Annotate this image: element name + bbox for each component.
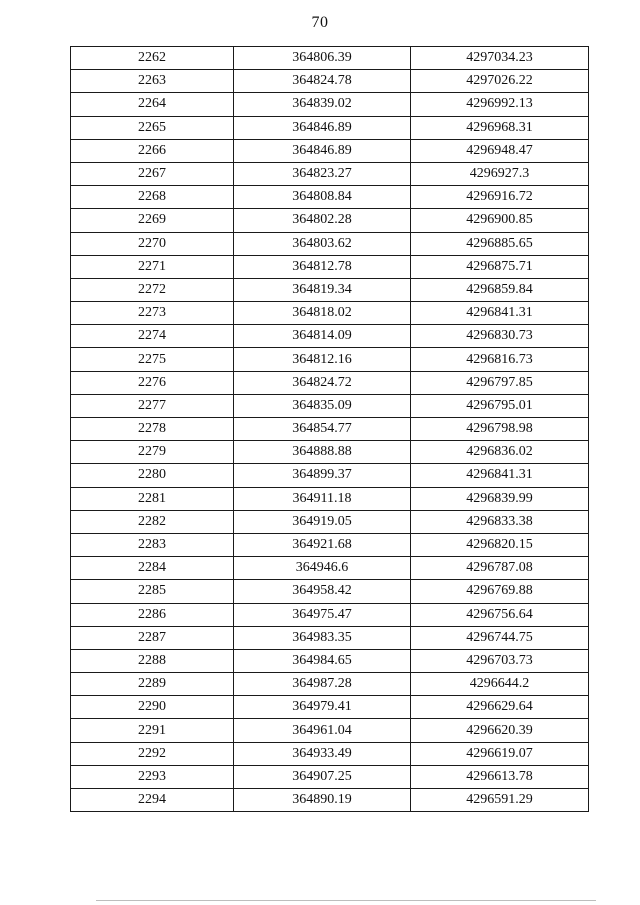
table-row bbox=[71, 789, 589, 812]
x-coordinate-cell: 364899.37 bbox=[234, 464, 411, 487]
x-coordinate-cell: 364814.09 bbox=[234, 325, 411, 348]
table-row bbox=[71, 580, 589, 603]
point-number-cell: 2267 bbox=[71, 162, 234, 185]
table-row bbox=[71, 325, 589, 348]
table-row bbox=[71, 673, 589, 696]
point-number-cell: 2271 bbox=[71, 255, 234, 278]
point-number-cell: 2275 bbox=[71, 348, 234, 371]
point-number-cell: 2288 bbox=[71, 649, 234, 672]
y-coordinate-cell: 4296629.64 bbox=[411, 696, 589, 719]
y-coordinate-cell: 4296968.31 bbox=[411, 116, 589, 139]
table-row bbox=[71, 719, 589, 742]
table-row bbox=[71, 371, 589, 394]
y-coordinate-cell: 4296992.13 bbox=[411, 93, 589, 116]
table-row bbox=[71, 348, 589, 371]
y-coordinate-cell: 4296798.98 bbox=[411, 418, 589, 441]
y-coordinate-cell: 4296830.73 bbox=[411, 325, 589, 348]
point-number-cell: 2273 bbox=[71, 302, 234, 325]
table-row bbox=[71, 139, 589, 162]
x-coordinate-cell: 364839.02 bbox=[234, 93, 411, 116]
table-row bbox=[71, 232, 589, 255]
y-coordinate-cell: 4296795.01 bbox=[411, 394, 589, 417]
table-row bbox=[71, 302, 589, 325]
x-coordinate-cell: 364888.88 bbox=[234, 441, 411, 464]
point-number-cell: 2266 bbox=[71, 139, 234, 162]
x-coordinate-cell: 364984.65 bbox=[234, 649, 411, 672]
x-coordinate-cell: 364812.78 bbox=[234, 255, 411, 278]
point-number-cell: 2270 bbox=[71, 232, 234, 255]
point-number-cell: 2276 bbox=[71, 371, 234, 394]
point-number-cell: 2278 bbox=[71, 418, 234, 441]
x-coordinate-cell: 364806.39 bbox=[234, 47, 411, 70]
x-coordinate-cell: 364919.05 bbox=[234, 510, 411, 533]
y-coordinate-cell: 4296820.15 bbox=[411, 533, 589, 556]
y-coordinate-cell: 4296613.78 bbox=[411, 765, 589, 788]
y-coordinate-cell: 4296875.71 bbox=[411, 255, 589, 278]
x-coordinate-cell: 364987.28 bbox=[234, 673, 411, 696]
point-number-cell: 2286 bbox=[71, 603, 234, 626]
x-coordinate-cell: 364808.84 bbox=[234, 186, 411, 209]
table-row bbox=[71, 510, 589, 533]
point-number-cell: 2292 bbox=[71, 742, 234, 765]
point-number-cell: 2291 bbox=[71, 719, 234, 742]
x-coordinate-cell: 364933.49 bbox=[234, 742, 411, 765]
x-coordinate-cell: 364907.25 bbox=[234, 765, 411, 788]
table-row bbox=[71, 162, 589, 185]
y-coordinate-cell: 4296841.31 bbox=[411, 302, 589, 325]
x-coordinate-cell: 364824.78 bbox=[234, 70, 411, 93]
point-number-cell: 2265 bbox=[71, 116, 234, 139]
x-coordinate-cell: 364846.89 bbox=[234, 139, 411, 162]
point-number-cell: 2277 bbox=[71, 394, 234, 417]
x-coordinate-cell: 364854.77 bbox=[234, 418, 411, 441]
y-coordinate-cell: 4296591.29 bbox=[411, 789, 589, 812]
table-row bbox=[71, 649, 589, 672]
x-coordinate-cell: 364812.16 bbox=[234, 348, 411, 371]
x-coordinate-cell: 364823.27 bbox=[234, 162, 411, 185]
point-number-cell: 2283 bbox=[71, 533, 234, 556]
table-row bbox=[71, 626, 589, 649]
point-number-cell: 2284 bbox=[71, 557, 234, 580]
point-number-cell: 2280 bbox=[71, 464, 234, 487]
point-number-cell: 2263 bbox=[71, 70, 234, 93]
x-coordinate-cell: 364846.89 bbox=[234, 116, 411, 139]
point-number-cell: 2264 bbox=[71, 93, 234, 116]
point-number-cell: 2294 bbox=[71, 789, 234, 812]
x-coordinate-cell: 364979.41 bbox=[234, 696, 411, 719]
y-coordinate-cell: 4296859.84 bbox=[411, 278, 589, 301]
point-number-cell: 2293 bbox=[71, 765, 234, 788]
point-number-cell: 2285 bbox=[71, 580, 234, 603]
coordinates-table-body bbox=[71, 47, 589, 812]
point-number-cell: 2272 bbox=[71, 278, 234, 301]
table-row bbox=[71, 464, 589, 487]
table-row bbox=[71, 696, 589, 719]
x-coordinate-cell: 364946.6 bbox=[234, 557, 411, 580]
point-number-cell: 2268 bbox=[71, 186, 234, 209]
page-number: 70 bbox=[311, 14, 329, 31]
y-coordinate-cell: 4296787.08 bbox=[411, 557, 589, 580]
table-row bbox=[71, 47, 589, 70]
x-coordinate-cell: 364835.09 bbox=[234, 394, 411, 417]
x-coordinate-cell: 364911.18 bbox=[234, 487, 411, 510]
x-coordinate-cell: 364824.72 bbox=[234, 371, 411, 394]
y-coordinate-cell: 4296841.31 bbox=[411, 464, 589, 487]
table-row bbox=[71, 255, 589, 278]
table-row bbox=[71, 116, 589, 139]
coordinates-table bbox=[70, 46, 589, 812]
point-number-cell: 2282 bbox=[71, 510, 234, 533]
table-row bbox=[71, 93, 589, 116]
table-row bbox=[71, 278, 589, 301]
table-row bbox=[71, 533, 589, 556]
x-coordinate-cell: 364921.68 bbox=[234, 533, 411, 556]
x-coordinate-cell: 364961.04 bbox=[234, 719, 411, 742]
y-coordinate-cell: 4296620.39 bbox=[411, 719, 589, 742]
y-coordinate-cell: 4296900.85 bbox=[411, 209, 589, 232]
y-coordinate-cell: 4296744.75 bbox=[411, 626, 589, 649]
point-number-cell: 2279 bbox=[71, 441, 234, 464]
table-row bbox=[71, 487, 589, 510]
table-row bbox=[71, 186, 589, 209]
table-row bbox=[71, 418, 589, 441]
point-number-cell: 2290 bbox=[71, 696, 234, 719]
point-number-cell: 2262 bbox=[71, 47, 234, 70]
bottom-rule bbox=[96, 900, 596, 901]
point-number-cell: 2287 bbox=[71, 626, 234, 649]
y-coordinate-cell: 4296619.07 bbox=[411, 742, 589, 765]
table-row bbox=[71, 765, 589, 788]
y-coordinate-cell: 4296833.38 bbox=[411, 510, 589, 533]
point-number-cell: 2274 bbox=[71, 325, 234, 348]
point-number-cell: 2269 bbox=[71, 209, 234, 232]
x-coordinate-cell: 364975.47 bbox=[234, 603, 411, 626]
y-coordinate-cell: 4296703.73 bbox=[411, 649, 589, 672]
x-coordinate-cell: 364890.19 bbox=[234, 789, 411, 812]
x-coordinate-cell: 364819.34 bbox=[234, 278, 411, 301]
table-row bbox=[71, 70, 589, 93]
table-row bbox=[71, 742, 589, 765]
y-coordinate-cell: 4296756.64 bbox=[411, 603, 589, 626]
x-coordinate-cell: 364802.28 bbox=[234, 209, 411, 232]
y-coordinate-cell: 4296916.72 bbox=[411, 186, 589, 209]
table-row bbox=[71, 209, 589, 232]
table-row bbox=[71, 394, 589, 417]
y-coordinate-cell: 4296797.85 bbox=[411, 371, 589, 394]
y-coordinate-cell: 4296948.47 bbox=[411, 139, 589, 162]
table-row bbox=[71, 557, 589, 580]
x-coordinate-cell: 364803.62 bbox=[234, 232, 411, 255]
y-coordinate-cell: 4297034.23 bbox=[411, 47, 589, 70]
table-row bbox=[71, 603, 589, 626]
y-coordinate-cell: 4296927.3 bbox=[411, 162, 589, 185]
y-coordinate-cell: 4296839.99 bbox=[411, 487, 589, 510]
y-coordinate-cell: 4296836.02 bbox=[411, 441, 589, 464]
y-coordinate-cell: 4297026.22 bbox=[411, 70, 589, 93]
point-number-cell: 2289 bbox=[71, 673, 234, 696]
x-coordinate-cell: 364983.35 bbox=[234, 626, 411, 649]
x-coordinate-cell: 364818.02 bbox=[234, 302, 411, 325]
y-coordinate-cell: 4296885.65 bbox=[411, 232, 589, 255]
table-row bbox=[71, 441, 589, 464]
point-number-cell: 2281 bbox=[71, 487, 234, 510]
y-coordinate-cell: 4296769.88 bbox=[411, 580, 589, 603]
y-coordinate-cell: 4296644.2 bbox=[411, 673, 589, 696]
y-coordinate-cell: 4296816.73 bbox=[411, 348, 589, 371]
x-coordinate-cell: 364958.42 bbox=[234, 580, 411, 603]
